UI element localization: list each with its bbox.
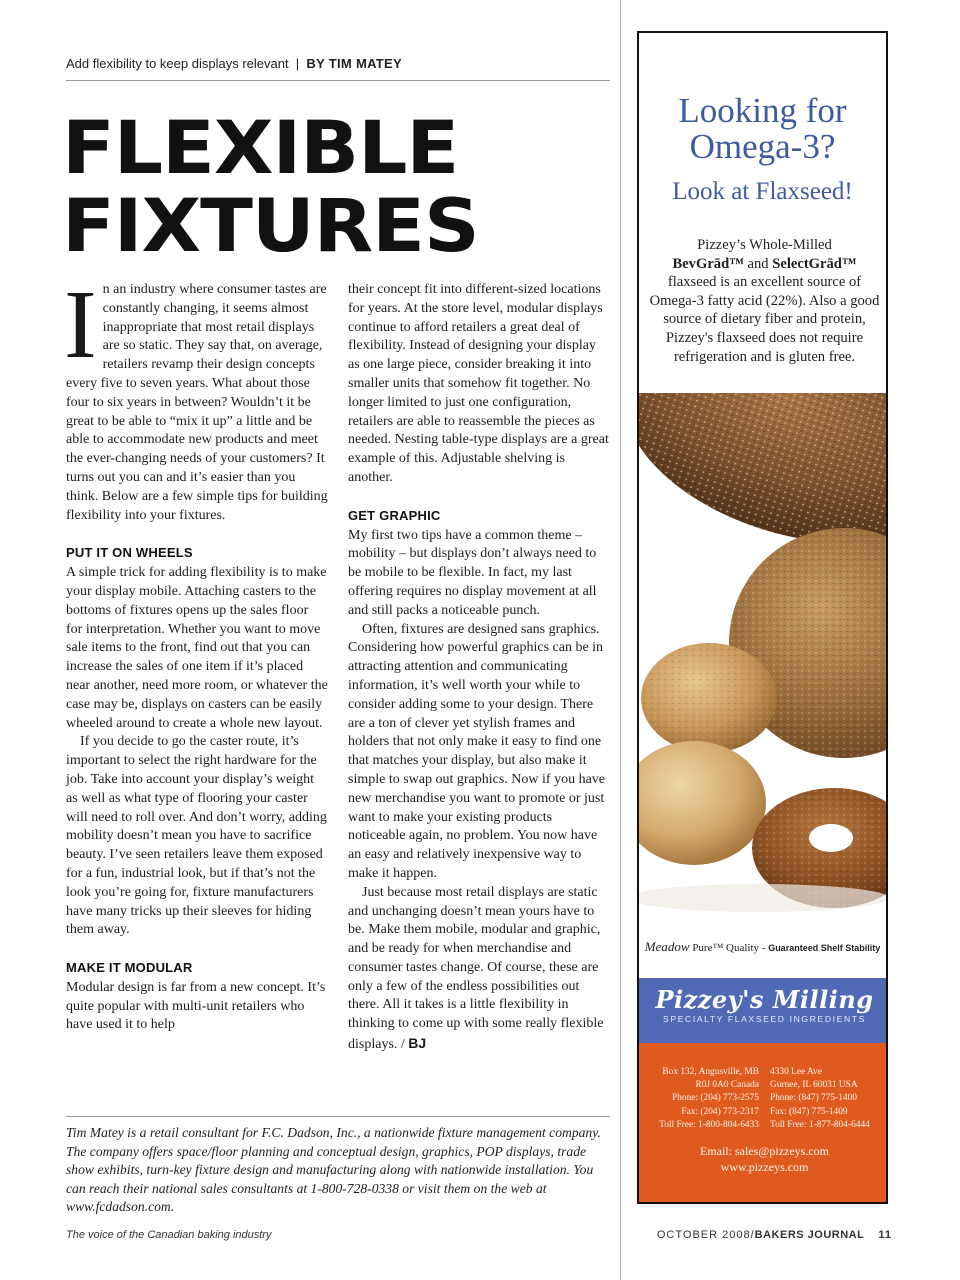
ad-brand-line [649,255,880,274]
modular-paragraph-continued: their concept fit into different-sized locations for years. At the store level, modular displays continue to afford retailers a great deal of flexibility. Instead of designing your display as one large piece, consider breaking it into smaller units that somehow fit together. No longer limited to just one configuration, retailers are able to reassemble the pieces as needed. Nesting table-type displays are a great example of this. Adjustable shelving is another. [348,282,609,485]
page-number: 11 [878,1229,892,1241]
signoff-mark: BJ [408,1035,427,1052]
drop-cap: I [64,271,97,379]
graphic-paragraph-2: Often, fixtures are designed sans graphics. Considering how powerful graphics can be in attracting attention and communicating information, it’s well worth your while to consider adding some to your design. There are a ton of clever yet stylish frames and holders that not only make it easy to find one that matches your display, but also make it simple to swap out graphics. Now if you have new merchandise you want to promote or just want to make your existing products noticeable again, no problem. You now have an easy and relatively inexpensive way to make it happen. [348,621,606,881]
address-line: 4330 Lee Ave [770,1067,822,1077]
brand-bevgrad: BevGrād™ [672,255,744,272]
wheels-paragraph-1: A simple trick for adding flexibility is to make your display mobile. Attaching casters to the bottoms of fixtures opens up the sales floor for interpretation. Whether you want to move sale items to the front, find out that you can increase the sales of one item if it’s placed near another, need more room, or whatever the case may be, displays on casters can be easily wheeled around to create a whole new layout. [66,565,328,731]
headline-line-2: FIXTURES [62,184,479,269]
ad-brand-band [639,978,888,1043]
footer-tagline: The voice of the Canadian baking industry [66,1229,272,1241]
address-line: Box 132, Angusville, MB [662,1067,759,1077]
address-line: Toll Free: 1-877-804-6444 [770,1119,870,1130]
website-link[interactable]: www.pizzeys.com [720,1160,809,1174]
section-heading-graphic: GET GRAPHIC [348,507,441,523]
headline-line-1: FLEXIBLE [62,106,459,191]
modular-paragraph-start: Modular design is far from a new concept. It’s quite popular with multi-unit retailers who have used it to help [66,979,326,1033]
address-canada [649,1066,759,1132]
intro-paragraph [64,271,328,525]
kicker-separator: | [295,56,300,71]
issue-date: OCTOBER 2008 [656,1229,751,1241]
flaxseed-advertisement[interactable] [637,31,888,1204]
quality-pure: Pure™ [692,942,724,954]
article-kicker [66,56,610,81]
article-column-2 [348,281,610,1055]
bread-photo [639,393,888,953]
brand-conjunction: and [747,255,769,272]
quality-tag: Guaranteed Shelf Stability [768,943,881,953]
company-tagline: SPECIALTY FLAXSEED INGREDIENTS [663,1014,866,1024]
address-line: Phone: (847) 775-1400 [770,1093,857,1104]
address-line: Fax: (204) 773-2317 [681,1106,759,1117]
ad-contact [639,1143,888,1175]
company-logo: Pizzey's Milling [655,985,874,1014]
article-column-1 [64,271,328,1035]
ad-headline-line-2: Omega-3? [689,127,836,166]
column-divider [620,0,621,1280]
intro-text: n an industry where consumer tastes are constantly changing, it seems almost inappropriate that most retail displays are so static. They say that, on average, retailers revamp their design concepts every five to seven years. What about those four to six years in between? Wouldn’t it be great to be able to “mix it up” a little and be able to accommodate new products and meet the ever-changing needs of your customers? It turns out you can and it’s easier than you think. Below are a few simple tips for building flexibility into your fixtures. [66,282,328,523]
address-line: R0J 0A0 Canada [695,1080,759,1091]
ad-body-rest: flaxseed is an excellent source of Omega-3 fatty acid (22%). Also a good source of dietary fiber and protein, Pizzey's flaxseed does not require refrigeration and is gluten free. [649,274,880,365]
byline: BY TIM MATEY [306,56,402,71]
ad-headline-line-1: Looking for [678,91,847,130]
headline [62,106,656,269]
address-line: Fax: (847) 775-1409 [770,1106,848,1117]
author-bio: Tim Matey is a retail consultant for F.C. Dadson, Inc., a nationwide fixture management company. The company offers space/floor planning and conceptual design, graphics, POP displays, trade show exhibits, turn-key fixture design and manufacturing along with nationwide installation. You can reach their national sales consultants at 1-800-728-0338 or visit them on the web at www.fcdadson.com. [66,1116,610,1217]
ad-contact-band [639,1043,888,1204]
ad-body-copy [649,236,880,366]
quality-line [639,939,886,955]
magazine-name: BAKERS JOURNAL [754,1229,865,1241]
kicker-text: Add flexibility to keep displays relevant [66,56,289,71]
footer-folio [657,1229,892,1241]
wheels-paragraph-2: If you decide to go the caster route, it’s important to select the right hardware for the job. Take into account your display’s weight as well as what type of flooring your caster will need to roll over. And don’t worry, adding mobility doesn’t mean you have to sacrifice beauty. I’ve seen retailers leave them exposed for a fun, industrial look, but if that’s not the look you’re going for, fixture manufacturers have many tricks up their sleeves for hiding them away. [66,734,327,938]
section-heading-wheels: PUT IT ON WHEELS [66,545,193,561]
meadow-logo: Meadow [644,939,690,954]
closing-text: Just because most retail displays are static and unchanging doesn’t mean yours have to be. Make them mobile, modular and graphic, and be ready for when merchandise and consumer tastes change. Of course, these are only a few of the endless possibilities out there. All it takes is a little flexibility in thinking to come up with some really flexible displays. / [348,884,604,1053]
brand-selectgrad: SelectGrād™ [772,255,857,272]
address-usa [770,1066,886,1132]
ad-subheadline: Look at Flaxseed! [672,178,853,205]
address-line: Gurnee, IL 60031 USA [770,1080,858,1091]
ad-body-line-1: Pizzey’s Whole-Milled [697,237,832,253]
section-heading-modular: MAKE IT MODULAR [66,960,193,976]
graphic-paragraph-3 [348,884,610,1055]
address-line: Toll Free: 1-800-804-6433 [659,1119,759,1130]
ad-headline [639,93,886,165]
folio-slash: / [750,1229,755,1241]
email-link[interactable]: Email: sales@pizzeys.com [699,1144,829,1158]
quality-word: Quality - [726,942,766,954]
graphic-paragraph-1: My first two tips have a common theme – mobility – but displays don’t always need to be mobile to be flexible. In fact, my last offering requires no display movement at all and still packs a noticeable punch. [348,527,597,618]
address-line: Phone: (204) 773-2575 [672,1093,759,1104]
